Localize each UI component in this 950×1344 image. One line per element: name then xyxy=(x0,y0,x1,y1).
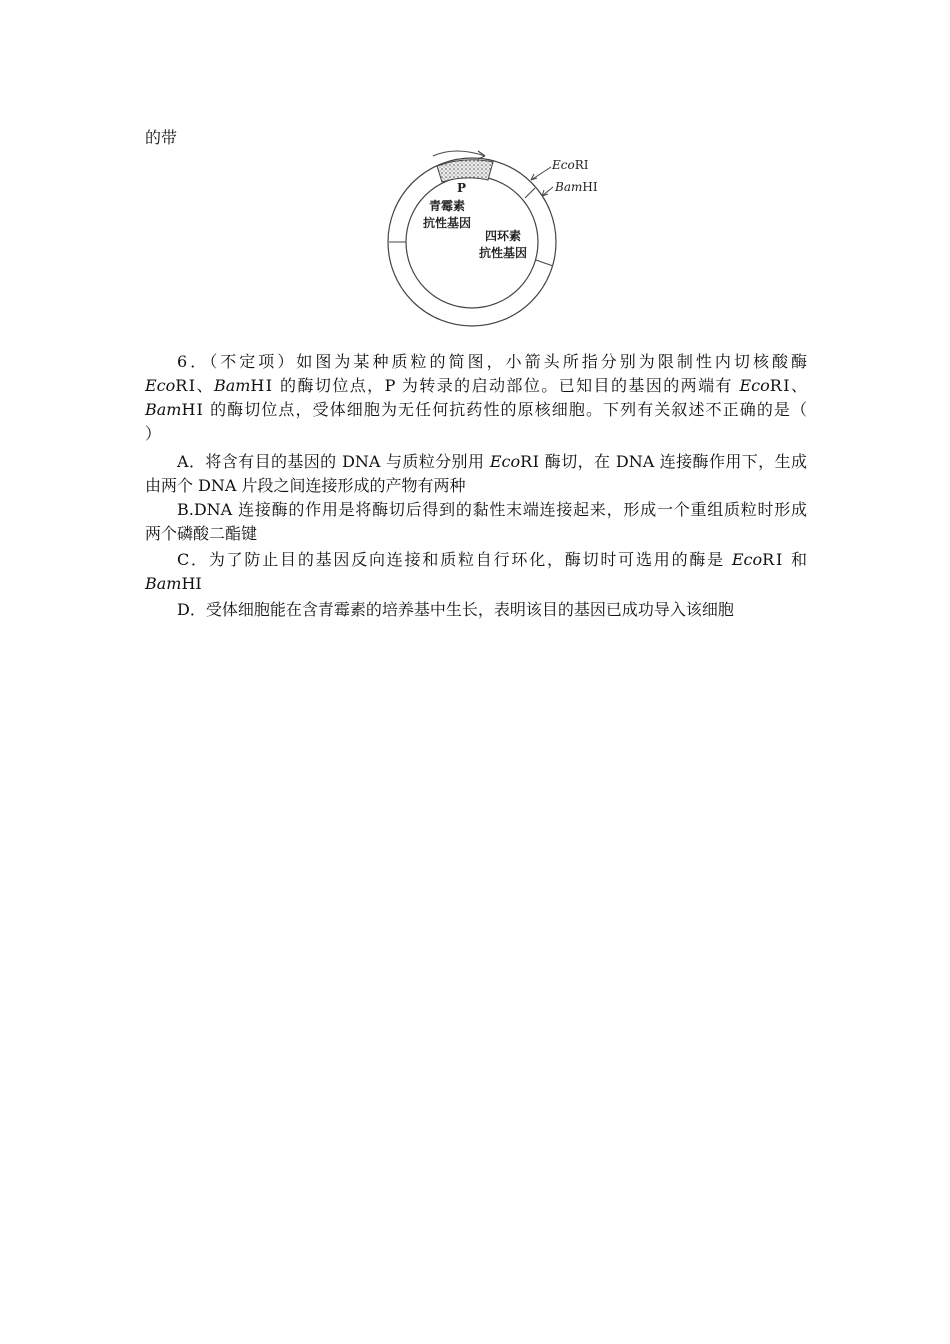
penicillin-label-line2: 抗性基因 xyxy=(423,216,472,230)
option-a-line-1: A．将含有目的基因的 DNA 与质粒分别用 EcoRⅠ 酶切，在 DNA 连接酶作用下，生成 xyxy=(177,452,807,471)
option-c xyxy=(145,548,807,596)
transcription-arrow xyxy=(433,151,485,156)
plasmid-diagram xyxy=(385,148,615,333)
question-stem xyxy=(145,350,807,446)
option-b-line-1: B.DNA 连接酶的作用是将酶切后得到的黏性末端连接起来，形成一个重组质粒时形成 xyxy=(177,500,807,519)
option-d-line-1: D．受体细胞能在含青霉素的培养基中生长，表明该目的基因已成功导入该细胞 xyxy=(177,600,734,619)
region-boundary-top-right xyxy=(525,188,535,198)
option-a xyxy=(145,450,807,498)
text-fragment: 的带 xyxy=(145,128,178,147)
plasmid-outer-ring xyxy=(388,158,556,326)
bamhi-label: BamHⅠ xyxy=(555,180,598,194)
option-a-line-2: 由两个 DNA 片段之间连接形成的产物有两种 xyxy=(145,476,466,495)
stem-line-3: BamHⅠ 的酶切位点，受体细胞为无任何抗药性的原核细胞。下列有关叙述不正确的是（ xyxy=(145,400,807,419)
region-boundary-right xyxy=(536,260,553,266)
ecori-label: EcoRⅠ xyxy=(552,158,589,172)
option-b-line-2: 两个磷酸二酯键 xyxy=(145,524,258,543)
option-c-line-2: BamHⅠ xyxy=(145,574,202,593)
option-b xyxy=(145,498,807,546)
tetracycline-label-line2: 抗性基因 xyxy=(479,246,528,260)
ecori-pointer xyxy=(531,167,551,180)
plasmid-svg xyxy=(385,148,615,333)
penicillin-label-line1: 青霉素 xyxy=(429,199,466,213)
option-c-line-1: C．为了防止目的基因反向连接和质粒自行环化，酶切时可选用的酶是 EcoRⅠ 和 xyxy=(177,550,807,569)
promoter-label: P xyxy=(457,181,467,195)
stem-line-2: EcoRⅠ、BamHⅠ 的酶切位点，P 为转录的启动部位。已知目的基因的两端有 EcoRⅠ、 xyxy=(145,376,807,395)
stem-line-1: 6．（不定项）如图为某种质粒的简图，小箭头所指分别为限制性内切核酸酶 xyxy=(177,352,807,371)
option-d xyxy=(145,598,807,622)
tetracycline-label-line1: 四环素 xyxy=(485,229,522,243)
promoter-block xyxy=(437,160,493,182)
stem-line-4: ） xyxy=(145,424,162,443)
